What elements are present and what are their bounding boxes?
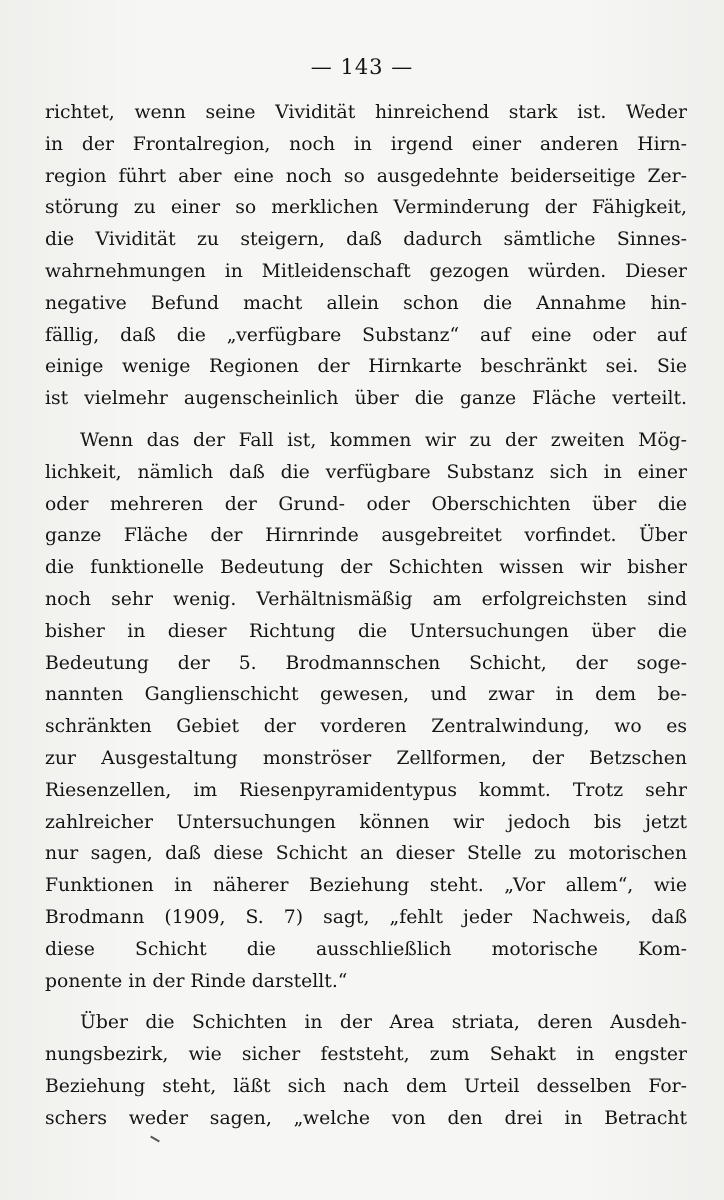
text-line: ponente in der Rinde darstellt.“	[45, 970, 348, 992]
text-line: Riesenzellen, im Riesenpyramidentypus kommt. Trotz sehr	[45, 779, 687, 801]
text-line: diese Schicht die ausschließlich motorische Kom-	[45, 938, 687, 960]
text-line: Funktionen in näherer Beziehung steht. „Vor allem“, wie	[45, 875, 687, 897]
text-line: bisher in dieser Richtung die Untersuchungen über die	[45, 620, 687, 642]
text-line: zur Ausgestaltung monströser Zellformen, der Betzschen	[45, 747, 687, 769]
text-line: die funktionelle Bedeutung der Schichten wissen wir bisher	[45, 557, 687, 579]
text-line: einige wenige Regionen der Hirnkarte beschränkt sei. Sie	[45, 356, 687, 378]
text-line: lichkeit, nämlich daß die verfügbare Substanz sich in einer	[45, 461, 687, 483]
text-line: richtet, wenn seine Vividität hinreichend stark ist. Weder	[45, 102, 687, 123]
text-line: zahlreicher Untersuchungen können wir jedoch bis jetzt	[45, 811, 687, 833]
text-line: störung zu einer so merklichen Verminderung der Fähigkeit,	[45, 197, 687, 219]
paragraph	[45, 1007, 687, 1134]
body-text	[45, 97, 687, 1135]
ink-speck	[150, 1136, 160, 1143]
text-line: die Vividität zu steigern, daß dadurch sämtliche Sinnes-	[45, 229, 687, 251]
text-line: negative Befund macht allein schon die Annahme hin-	[45, 292, 687, 314]
text-line: in der Frontalregion, noch in irgend einer anderen Hirn-	[45, 133, 687, 155]
text-line: schränkten Gebiet der vorderen Zentralwindung, wo es	[45, 716, 687, 738]
text-line: ist vielmehr augenscheinlich über die ganze Fläche verteilt.	[45, 388, 687, 410]
text-line: nungsbezirk, wie sicher feststeht, zum Sehakt in engster	[45, 1044, 687, 1066]
text-line: Beziehung steht, läßt sich nach dem Urteil desselben For-	[45, 1075, 687, 1097]
text-line: noch sehr wenig. Verhältnismäßig am erfolgreichsten sind	[45, 588, 687, 610]
text-line: wahrnehmungen in Mitleidenschaft gezogen würden. Dieser	[45, 260, 687, 282]
text-line: Über die Schichten in der Area striata, deren Ausdeh-	[80, 1012, 687, 1034]
text-line: fällig, daß die „verfügbare Substanz“ auf eine oder auf	[45, 324, 687, 346]
text-line: oder mehreren der Grund- oder Oberschichten über die	[45, 493, 687, 515]
text-line: nur sagen, daß diese Schicht an dieser Stelle zu motorischen	[45, 843, 687, 865]
text-line: ganze Fläche der Hirnrinde ausgebreitet vorfindet. Über	[45, 525, 687, 547]
text-line: region führt aber eine noch so ausgedehnte beiderseitige Zer-	[45, 165, 687, 187]
text-line: Wenn das der Fall ist, kommen wir zu der zweiten Mög-	[80, 429, 687, 451]
text-line: Brodmann (1909, S. 7) sagt, „fehlt jeder Nachweis, daß	[45, 906, 687, 928]
text-line: nannten Ganglienschicht gewesen, und zwar in dem be-	[45, 684, 687, 706]
paragraph	[45, 97, 687, 415]
page-number: — 143 —	[310, 55, 414, 79]
text-line: schers weder sagen, „welche von den drei in Betracht	[45, 1107, 687, 1129]
paragraph	[45, 425, 687, 997]
text-line: Bedeutung der 5. Brodmannschen Schicht, der soge-	[45, 652, 687, 674]
